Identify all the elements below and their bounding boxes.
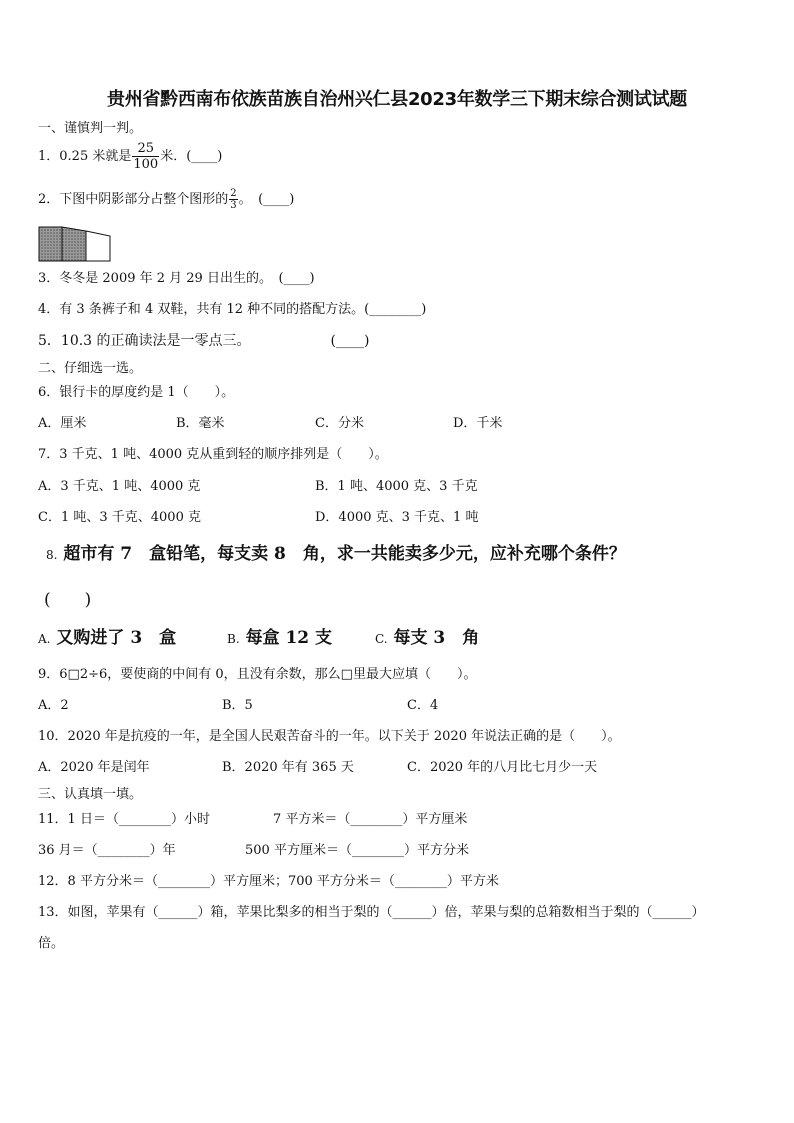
question-1-text: 1．0.25 米就是 [38, 149, 132, 164]
q10-option-c[interactable]: C．2020 年的八月比七月少一天 [407, 760, 598, 775]
q7-option-b[interactable]: B．1 吨、4000 克、3 千克 [315, 479, 478, 494]
question-2 [38, 186, 294, 214]
question-11-sqm-sqcm: 7 平方米＝（________）平方厘米 [273, 812, 468, 827]
option-text: 每支 3 角 [393, 628, 480, 648]
fraction-25-100 [132, 141, 159, 172]
option-letter: A. [38, 632, 51, 646]
question-2-text: 2．下图中阴影部分占整个图形的 [38, 192, 229, 207]
q7-option-c[interactable]: C．1 吨、3 千克、4000 克 [38, 510, 201, 525]
question-5-text: 5．10.3 的正确读法是一零点三。 [38, 333, 251, 349]
question-9: 9．6□2÷6，要使商的中间有 0，且没有余数，那么□里最大应填（ ）。 [38, 667, 477, 682]
section-judge-heading: 一、谨慎判一判。 [38, 121, 143, 136]
q8-option-c[interactable] [375, 628, 479, 649]
shaded-rectangle-figure [38, 226, 112, 262]
q8-option-b[interactable] [227, 628, 332, 649]
question-10: 10．2020 年是抗疫的一年，是全国人民艰苦奋斗的一年。以下关于 2020 年说法正确的是（ ）。 [38, 729, 621, 744]
option-letter: B. [227, 632, 240, 646]
q6-option-d[interactable]: D．千米 [453, 416, 503, 431]
unshaded-part [86, 231, 110, 261]
question-1 [38, 140, 222, 174]
q6-option-c[interactable]: C．分米 [315, 416, 364, 431]
question-2-blank: 。 (____) [238, 192, 295, 207]
question-5-blank: (____) [330, 333, 370, 349]
question-1-blank: 米．(____) [160, 149, 223, 164]
question-8 [46, 544, 626, 565]
question-13-line-2: 倍。 [38, 936, 65, 951]
option-letter: C. [375, 632, 388, 646]
question-8-blank: ( ) [44, 590, 92, 610]
question-3: 3．冬冬是 2009 年 2 月 29 日出生的。 (____) [38, 271, 315, 286]
question-4: 4．有 3 条裤子和 4 双鞋，共有 12 种不同的搭配方法。(________) [38, 302, 427, 317]
section-fill-heading: 三、认真填一填。 [38, 787, 143, 802]
q9-option-a[interactable]: A．2 [38, 698, 69, 713]
question-12: 12．8 平方分米＝（________）平方厘米；700 平方分米＝（________）平方米 [38, 874, 499, 889]
section-choice-heading: 二、仔细选一选。 [38, 361, 143, 376]
option-text: 每盒 12 支 [245, 628, 333, 648]
q6-option-a[interactable]: A．厘米 [38, 416, 87, 431]
q7-option-a[interactable]: A．3 千克、1 吨、4000 克 [38, 479, 201, 494]
q10-option-a[interactable]: A．2020 年是闰年 [38, 760, 150, 775]
question-7: 7．3 千克、1 吨、4000 克从重到轻的顺序排列是（ ）。 [38, 447, 388, 462]
q9-option-b[interactable]: B．5 [222, 698, 253, 713]
q8-option-a[interactable] [38, 628, 176, 649]
question-13-line-1: 13．如图，苹果有（______）箱，苹果比梨多的相当于梨的（______）倍，苹果与梨的总箱数相当于梨的（______） [38, 905, 705, 920]
question-11-day-hours: 11．1 日＝（________）小时 [38, 812, 210, 827]
q6-option-b[interactable]: B．毫米 [176, 416, 225, 431]
q7-option-d[interactable]: D．4000 克、3 千克、1 吨 [315, 510, 479, 525]
q10-option-b[interactable]: B．2020 年有 365 天 [222, 760, 354, 775]
question-11-sqcm-sqdm: 500 平方厘米＝（________）平方分米 [245, 843, 469, 858]
question-11-months-years: 36 月＝（________）年 [38, 843, 176, 858]
page-title: 贵州省黔西南布依族苗族自治州兴仁县2023年数学三下期末综合测试试题 [107, 89, 687, 110]
question-8-text: 超市有 7 盒铅笔，每支卖 8 角，求一共能卖多少元，应补充哪个条件？ [63, 544, 626, 564]
fraction-denominator: 3 [230, 200, 237, 211]
question-8-number: 8. [46, 548, 58, 562]
fraction-2-3 [229, 188, 237, 211]
q9-option-c[interactable]: C．4 [407, 698, 439, 713]
option-text: 又购进了 3 盒 [56, 628, 177, 648]
question-6: 6．银行卡的厚度约是 1（ ）。 [38, 385, 235, 400]
fraction-numerator: 25 [137, 141, 155, 156]
shaded-part-1 [39, 227, 62, 261]
fraction-numerator: 2 [230, 188, 237, 199]
fraction-denominator: 100 [133, 157, 159, 172]
shaded-part-2 [62, 227, 86, 261]
question-5 [38, 333, 369, 349]
